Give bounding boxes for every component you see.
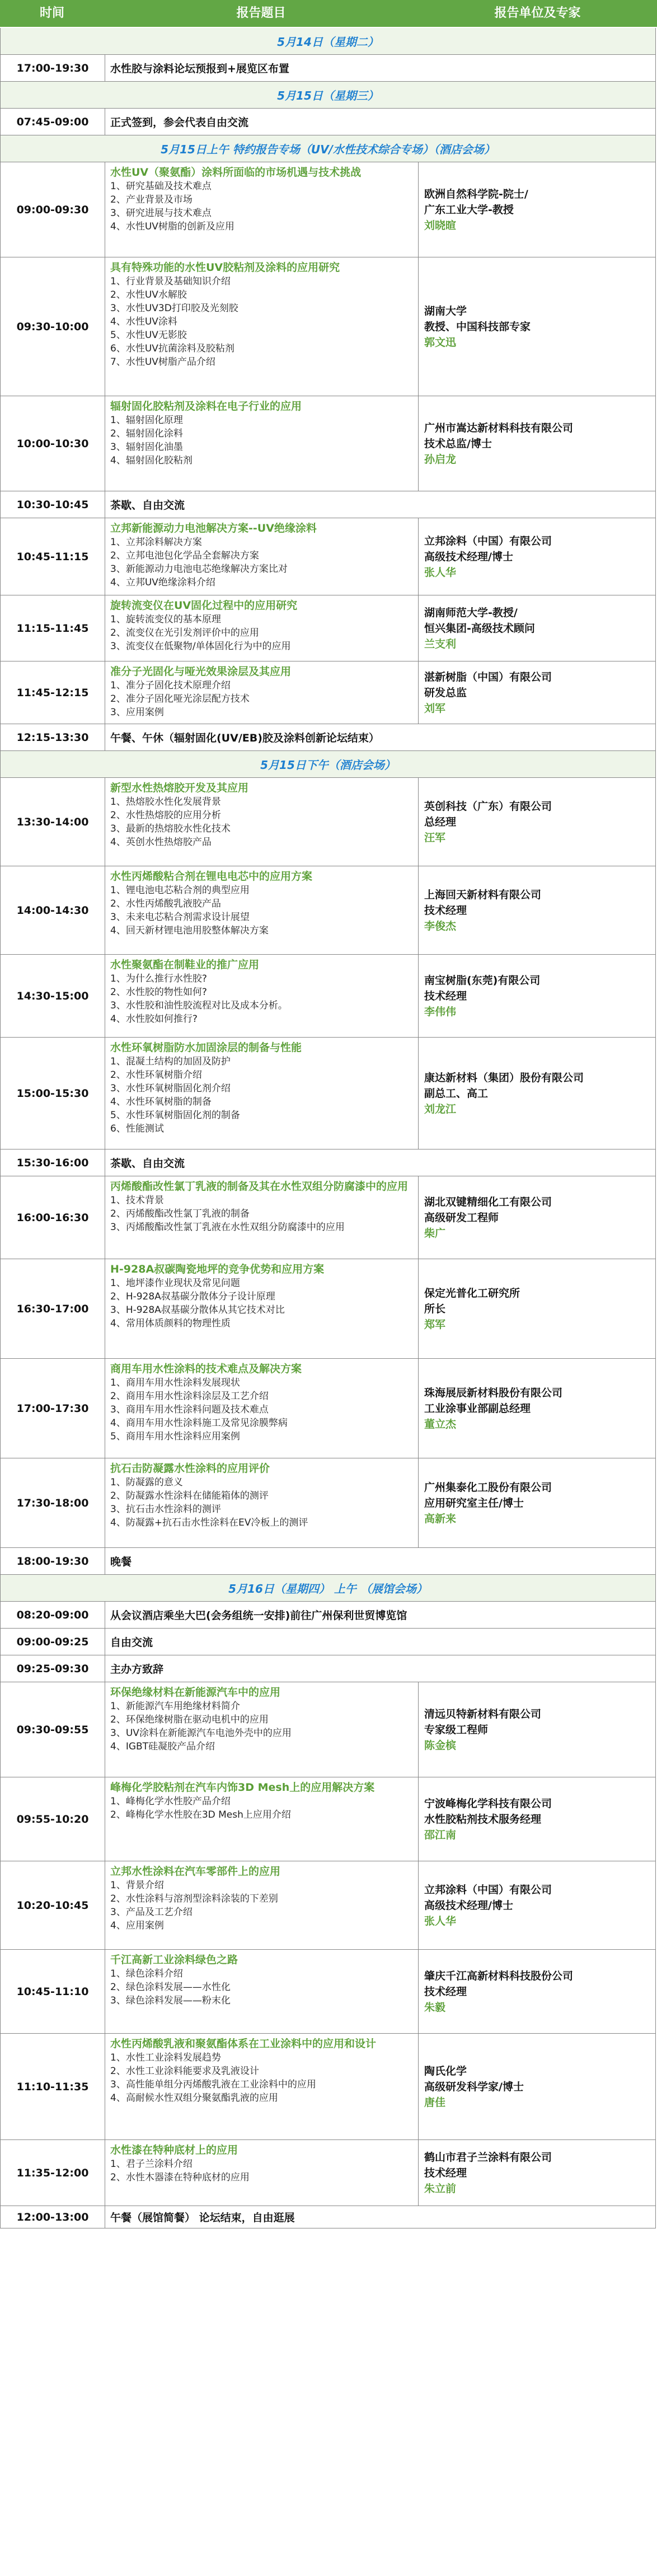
talk-title: 丙烯酸酯改性氯丁乳液的制备及其在水性双组分防腐漆中的应用 — [110, 1180, 409, 1193]
talk-point: 3、产品及工艺介绍 — [110, 1907, 193, 1918]
speaker-affiliation: 技术经理 — [424, 904, 467, 917]
talk-point: 1、峰梅化学水性胶产品介绍 — [110, 1796, 231, 1807]
talk-point: 1、地坪漆作业现状及常见问题 — [110, 1278, 240, 1289]
talk-point: 2、流变仪在光引发剂评价中的应用 — [110, 627, 259, 639]
speaker-info — [419, 1259, 655, 1358]
talk-point: 1、锂电池电芯粘合剂的典型应用 — [110, 885, 250, 896]
header-topic: 报告题目 — [236, 6, 286, 20]
talk-point: 2、水性工业涂料能要求及乳液设计 — [110, 2066, 259, 2077]
schedule-row — [0, 1359, 656, 1458]
schedule-row — [0, 751, 656, 778]
speaker-name: 柴广 — [424, 1227, 446, 1240]
time-slot: 17:00-17:30 — [1, 1359, 105, 1458]
talk-topic — [105, 1682, 419, 1777]
time-slot: 08:20-09:00 — [1, 1602, 105, 1628]
schedule-row — [0, 135, 656, 162]
speaker-info — [419, 1038, 655, 1149]
speaker-info — [419, 396, 655, 491]
talk-topic — [105, 2034, 419, 2139]
time-slot: 10:45-11:15 — [1, 518, 105, 595]
talk-point: 3、新能源动力电池电芯绝缘解决方案比对 — [110, 564, 288, 575]
talk-point: 1、水性工业涂料发展趋势 — [110, 2052, 221, 2063]
speaker-name: 孙启龙 — [424, 453, 457, 466]
talk-point: 3、抗石击水性涂料的测评 — [110, 1504, 221, 1515]
talk-topic — [105, 2140, 419, 2206]
schedule-row — [0, 1149, 656, 1176]
talk-title: 旋转流变仪在UV固化过程中的应用研究 — [110, 599, 298, 612]
schedule-row — [0, 82, 656, 109]
talk-point: 2、防凝露水性涂料在储能箱体的测评 — [110, 1490, 269, 1502]
time-slot: 07:45-09:00 — [1, 109, 105, 135]
talk-point: 1、辐射固化原理 — [110, 415, 183, 426]
speaker-affiliation: 技术总监/博士 — [424, 437, 492, 450]
speaker-affiliation: 广州市嵩达新材料科技有限公司 — [424, 421, 574, 434]
talk-title: 具有特殊功能的水性UV胶粘剂及涂料的应用研究 — [110, 261, 340, 274]
talk-title: 环保绝缘材料在新能源汽车中的应用 — [110, 1686, 281, 1698]
time-slot: 13:30-14:00 — [1, 778, 105, 866]
speaker-affiliation: 研发总监 — [424, 686, 467, 699]
talk-point: 2、水性木器漆在特种底材的应用 — [110, 2172, 250, 2183]
speaker-affiliation: 专家级工程师 — [424, 1723, 489, 1736]
activity-text: 主办方致辞 — [110, 1663, 164, 1676]
talk-title: 辐射固化胶粘剂及涂料在电子行业的应用 — [110, 400, 302, 412]
talk-point: 1、立邦涂料解决方案 — [110, 537, 202, 548]
talk-topic — [105, 778, 419, 866]
schedule-row — [0, 396, 656, 491]
section-heading: 5月15日（星期三） — [277, 89, 379, 102]
talk-point: 4、水性环氧树脂的制备 — [110, 1096, 212, 1108]
talk-point: 3、高性能单组分丙烯酸乳液在工业涂料中的应用 — [110, 2079, 316, 2090]
speaker-affiliation: 立邦涂料（中国）有限公司 — [424, 534, 552, 547]
talk-point: 2、H-928A叔基碳分散体分子设计原理 — [110, 1291, 275, 1302]
speaker-affiliation: 珠海展辰新材料股份有限公司 — [424, 1386, 563, 1399]
talk-point: 3、水性环氧树脂固化剂介绍 — [110, 1083, 231, 1094]
header-time: 时间 — [39, 6, 64, 20]
schedule-row — [0, 955, 656, 1038]
activity-text: 水性胶与涂料论坛预报到+展览区布置 — [110, 63, 289, 75]
time-slot: 17:30-18:00 — [1, 1458, 105, 1547]
schedule-row — [0, 1861, 656, 1950]
speaker-affiliation: 应用研究室主任/博士 — [424, 1496, 524, 1509]
speaker-affiliation: 高级技术经理/博士 — [424, 550, 513, 563]
speaker-affiliation: 立邦涂料（中国）有限公司 — [424, 1883, 552, 1896]
speaker-name: 张人华 — [424, 1915, 457, 1927]
speaker-info — [419, 1777, 655, 1861]
time-slot: 16:30-17:00 — [1, 1259, 105, 1358]
talk-point: 4、立邦UV绝缘涂料介绍 — [110, 577, 215, 588]
speaker-info — [419, 162, 655, 257]
activity-text: 茶歇、自由交流 — [110, 499, 185, 512]
talk-point: 3、最新的热熔胶水性化技术 — [110, 823, 231, 834]
speaker-info — [419, 595, 655, 661]
speaker-name: 朱立前 — [424, 2182, 457, 2195]
talk-point: 1、混凝土结构的加固及防护 — [110, 1056, 231, 1067]
speaker-affiliation: 湖南大学 — [424, 304, 467, 317]
speaker-name: 邵江南 — [424, 1828, 457, 1841]
talk-topic — [105, 1950, 419, 2033]
talk-point: 2、环保绝缘树脂在驱动电机中的应用 — [110, 1714, 269, 1725]
time-slot: 11:45-12:15 — [1, 661, 105, 724]
talk-topic — [105, 518, 419, 595]
talk-point: 4、回天新材锂电池用胶整体解决方案 — [110, 925, 269, 936]
activity-text: 午餐（展馆简餐） 论坛结束，自由逛展 — [110, 2212, 295, 2224]
talk-point: 2、商用车用水性涂料涂层及工艺介绍 — [110, 1391, 269, 1402]
talk-point: 3、应用案例 — [110, 707, 164, 718]
time-slot: 09:55-10:20 — [1, 1777, 105, 1861]
time-slot: 18:00-19:30 — [1, 1548, 105, 1574]
talk-title: 水性丙烯酸粘合剂在锂电电芯中的应用方案 — [110, 870, 313, 883]
talk-title: 立邦水性涂料在汽车零部件上的应用 — [110, 1865, 281, 1878]
talk-point: 2、产业背景及市场 — [110, 194, 193, 205]
time-slot: 11:35-12:00 — [1, 2140, 105, 2206]
activity-text: 午餐、午休（辐射固化(UV/EB)胶及涂料创新论坛结束） — [110, 732, 379, 744]
speaker-affiliation: 工业涂事业部副总经理 — [424, 1402, 531, 1415]
talk-point: 1、研究基础及技术难点 — [110, 181, 212, 192]
speaker-info — [419, 955, 655, 1037]
activity-text: 从会议酒店乘坐大巴(会务组统一安排)前往广州保利世贸博览馆 — [110, 1610, 407, 1622]
talk-point: 4、应用案例 — [110, 1920, 164, 1931]
speaker-info — [419, 1458, 655, 1547]
speaker-affiliation: 欧洲自然科学院-院士/ — [424, 187, 528, 200]
talk-point: 3、未来电芯粘合剂需求设计展望 — [110, 912, 250, 923]
header-speaker: 报告单位及专家 — [494, 6, 581, 20]
talk-title: 立邦新能源动力电池解决方案--UV绝缘涂料 — [110, 522, 317, 534]
talk-point: 4、高耐候水性双组分聚氨酯乳液的应用 — [110, 2092, 278, 2104]
schedule-row — [0, 1176, 656, 1259]
speaker-affiliation: 所长 — [424, 1302, 446, 1315]
speaker-affiliation: 广州集泰化工股份有限公司 — [424, 1481, 552, 1494]
schedule-row — [0, 1602, 656, 1629]
time-slot: 17:00-19:30 — [1, 55, 105, 81]
talk-topic — [105, 1038, 419, 1149]
schedule-row — [0, 518, 656, 595]
schedule-row — [0, 1038, 656, 1149]
talk-topic — [105, 162, 419, 257]
schedule-row — [0, 1629, 656, 1655]
talk-title: 水性丙烯酸乳液和聚氨酯体系在工业涂料中的应用和设计 — [110, 2038, 377, 2050]
time-slot: 12:15-13:30 — [1, 724, 105, 750]
time-slot: 09:00-09:30 — [1, 162, 105, 257]
talk-point: 3、绿色涂料发展——粉末化 — [110, 1995, 231, 2006]
speaker-affiliation: 高级技术经理/博士 — [424, 1899, 513, 1912]
talk-point: 4、水性UV涂料 — [110, 316, 177, 327]
talk-point: 1、热熔胶水性化发展背景 — [110, 796, 221, 808]
speaker-affiliation: 总经理 — [424, 815, 457, 828]
talk-point: 1、为什么推行水性胶? — [110, 973, 207, 984]
section-heading: 5月15日上午 特约报告专场（UV/水性技术综合专场）（酒店会场） — [161, 143, 495, 156]
schedule-row — [0, 1655, 656, 1682]
talk-point: 2、水性胶的物性如何? — [110, 987, 207, 998]
speaker-name: 李伟伟 — [424, 1005, 457, 1018]
schedule-row — [0, 1950, 656, 2034]
time-slot: 12:00-13:00 — [1, 2206, 105, 2228]
speaker-info — [419, 778, 655, 866]
schedule-row — [0, 724, 656, 751]
talk-point: 5、商用车用水性涂料应用案例 — [110, 1431, 240, 1442]
talk-point: 3、研究进展与技术难点 — [110, 208, 212, 219]
talk-topic — [105, 1861, 419, 1949]
talk-point: 1、背景介绍 — [110, 1880, 164, 1891]
talk-title: 新型水性热熔胶开发及其应用 — [110, 782, 249, 794]
speaker-affiliation: 高级研发科学家/博士 — [424, 2080, 524, 2093]
schedule-row — [0, 2034, 656, 2140]
talk-point: 1、商用车用水性涂料发展现状 — [110, 1377, 240, 1388]
talk-topic — [105, 1359, 419, 1458]
speaker-name: 李俊杰 — [424, 919, 457, 932]
activity-text: 正式签到，参会代表自由交流 — [110, 116, 249, 129]
schedule-row — [0, 28, 656, 55]
schedule-row — [0, 1575, 656, 1602]
schedule-row — [0, 257, 656, 396]
talk-point: 2、准分子固化哑光涂层配方技术 — [110, 693, 250, 705]
talk-topic — [105, 257, 419, 396]
speaker-affiliation: 肇庆千江高新材料科技股份公司 — [424, 1969, 574, 1982]
time-slot: 09:25-09:30 — [1, 1655, 105, 1682]
speaker-info — [419, 2034, 655, 2139]
schedule-row — [0, 162, 656, 257]
speaker-affiliation: 教授、中国科技部专家 — [424, 320, 531, 333]
speaker-affiliation: 南宝树脂(东莞)有限公司 — [424, 974, 541, 987]
time-slot: 14:00-14:30 — [1, 866, 105, 954]
speaker-info — [419, 1861, 655, 1949]
talk-title: 准分子光固化与哑光效果涂层及其应用 — [110, 665, 292, 678]
section-heading: 5月16日（星期四） 上午 （展馆会场） — [228, 1582, 428, 1596]
time-slot: 09:00-09:25 — [1, 1629, 105, 1655]
speaker-name: 刘晓暄 — [424, 219, 457, 232]
speaker-name: 唐佳 — [424, 2096, 446, 2109]
talk-point: 4、IGBT硅凝胶产品介绍 — [110, 1741, 215, 1752]
schedule-row — [0, 661, 656, 724]
speaker-name: 刘龙江 — [424, 1102, 457, 1115]
speaker-affiliation: 技术经理 — [424, 1985, 467, 1998]
talk-title: 水性环氧树脂防水加固涂层的制备与性能 — [110, 1041, 302, 1054]
speaker-affiliation: 英创科技（广东）有限公司 — [424, 800, 552, 813]
schedule-row — [0, 1777, 656, 1861]
talk-point: 2、水性热熔胶的应用分析 — [110, 810, 221, 821]
schedule-row — [0, 491, 656, 518]
activity-text: 茶歇、自由交流 — [110, 1157, 185, 1170]
schedule-row — [0, 1682, 656, 1777]
time-slot: 14:30-15:00 — [1, 955, 105, 1037]
time-slot: 09:30-09:55 — [1, 1682, 105, 1777]
speaker-affiliation: 宁波峰梅化学科技有限公司 — [424, 1797, 552, 1810]
time-slot: 16:00-16:30 — [1, 1176, 105, 1259]
speaker-affiliation: 恒兴集团-高级技术顾问 — [424, 622, 535, 635]
speaker-affiliation: 清远贝特新材料有限公司 — [424, 1707, 542, 1720]
talk-point: 1、防凝露的意义 — [110, 1477, 183, 1488]
speaker-name: 张人华 — [424, 566, 457, 579]
talk-point: 5、水性环氧树脂固化剂的制备 — [110, 1110, 240, 1121]
activity-text: 晚餐 — [110, 1556, 132, 1568]
table-header — [0, 0, 657, 27]
talk-topic — [105, 1259, 419, 1358]
talk-point: 1、绿色涂料介绍 — [110, 1968, 183, 1979]
talk-point: 3、商用车用水性涂料问题及技术难点 — [110, 1404, 269, 1415]
talk-point: 2、水性丙烯酸乳液胶产品 — [110, 898, 221, 909]
talk-title: 水性聚氨酯在制鞋业的推广应用 — [110, 959, 260, 971]
talk-topic — [105, 866, 419, 954]
talk-topic — [105, 955, 419, 1037]
activity-text: 自由交流 — [110, 1636, 153, 1649]
talk-point: 3、辐射固化油墨 — [110, 442, 183, 453]
speaker-name: 兰支利 — [424, 637, 457, 650]
speaker-name: 郭文迅 — [424, 336, 457, 349]
speaker-affiliation: 高级研发工程师 — [424, 1211, 499, 1224]
schedule-row — [0, 1458, 656, 1548]
speaker-info — [419, 1359, 655, 1458]
talk-title: 峰梅化学胶粘剂在汽车内饰3D Mesh上的应用解决方案 — [110, 1781, 375, 1794]
speaker-affiliation: 陶氏化学 — [424, 2064, 467, 2077]
speaker-affiliation: 广东工业大学-教授 — [424, 203, 514, 216]
speaker-affiliation: 水性胶粘剂技术服务经理 — [424, 1813, 542, 1826]
schedule-row — [0, 55, 656, 82]
talk-title: 水性UV（聚氨酯）涂料所面临的市场机遇与技术挑战 — [110, 166, 362, 179]
talk-point: 4、水性胶如何推行? — [110, 1013, 198, 1025]
schedule-row — [0, 778, 656, 866]
speaker-affiliation: 湛新树脂（中国）有限公司 — [424, 670, 552, 683]
speaker-info — [419, 866, 655, 954]
talk-point: 1、准分子固化技术原理介绍 — [110, 680, 231, 691]
speaker-affiliation: 湖南师范大学-教授/ — [424, 606, 518, 619]
talk-point: 2、绿色涂料发展——水性化 — [110, 1982, 231, 1993]
time-slot: 11:15-11:45 — [1, 595, 105, 661]
talk-point: 1、技术背景 — [110, 1195, 164, 1206]
speaker-affiliation: 技术经理 — [424, 989, 467, 1002]
talk-topic — [105, 1176, 419, 1259]
talk-point: 2、丙烯酸酯改性氯丁乳液的制备 — [110, 1208, 250, 1219]
speaker-name: 董立杰 — [424, 1418, 457, 1430]
talk-point: 2、水性环氧树脂介绍 — [110, 1069, 202, 1081]
speaker-info — [419, 518, 655, 595]
time-slot: 15:30-16:00 — [1, 1149, 105, 1176]
speaker-info — [419, 2140, 655, 2206]
speaker-name: 郑军 — [424, 1318, 446, 1331]
talk-point: 4、商用车用水性涂料施工及常见涂膜弊病 — [110, 1418, 288, 1429]
time-slot: 15:00-15:30 — [1, 1038, 105, 1149]
speaker-affiliation: 保定光普化工研究所 — [424, 1287, 520, 1299]
talk-point: 1、行业背景及基础知识介绍 — [110, 276, 231, 287]
talk-topic — [105, 661, 419, 724]
speaker-info — [419, 1682, 655, 1777]
talk-point: 3、水性胶和油性胶流程对比及成本分析。 — [110, 1000, 288, 1011]
talk-topic — [105, 595, 419, 661]
schedule-row — [0, 2206, 656, 2228]
schedule-row — [0, 866, 656, 955]
talk-point: 6、性能测试 — [110, 1123, 164, 1134]
talk-title: 抗石击防凝露水性涂料的应用评价 — [110, 1462, 270, 1475]
talk-point: 3、水性UV3D打印胶及光刻胶 — [110, 303, 238, 314]
time-slot: 10:30-10:45 — [1, 491, 105, 518]
talk-point: 3、丙烯酸酯改性氯丁乳液在水性双组分防腐漆中的应用 — [110, 1222, 345, 1233]
time-slot: 10:00-10:30 — [1, 396, 105, 491]
speaker-info — [419, 661, 655, 724]
time-slot: 10:45-11:10 — [1, 1950, 105, 2033]
talk-point: 3、UV涂料在新能源汽车电池外壳中的应用 — [110, 1728, 292, 1739]
talk-point: 4、水性UV树脂的创新及应用 — [110, 221, 234, 232]
talk-point: 1、旋转流变仪的基本原理 — [110, 614, 221, 625]
speaker-affiliation: 技术经理 — [424, 2166, 467, 2179]
talk-title: 水性漆在特种底材上的应用 — [110, 2144, 238, 2156]
speaker-affiliation: 康达新材料（集团）股份有限公司 — [424, 1071, 584, 1084]
talk-title: H-928A叔碳陶瓷地坪的竞争优势和应用方案 — [110, 1263, 325, 1275]
speaker-affiliation: 副总工、高工 — [424, 1087, 489, 1100]
schedule-row — [0, 109, 656, 135]
talk-point: 1、新能源汽车用绝缘材料简介 — [110, 1701, 240, 1712]
talk-topic — [105, 396, 419, 491]
talk-point: 2、立邦电池包化学品全套解决方案 — [110, 550, 259, 561]
speaker-name: 高新来 — [424, 1512, 457, 1525]
talk-point: 4、英创水性热熔胶产品 — [110, 837, 212, 848]
talk-point: 5、水性UV无影胶 — [110, 330, 187, 341]
talk-point: 3、流变仪在低聚物/单体固化行为中的应用 — [110, 641, 291, 652]
talk-point: 6、水性UV抗菌涂料及胶粘剂 — [110, 343, 234, 354]
talk-point: 1、君子兰涂料介绍 — [110, 2159, 193, 2170]
speaker-affiliation: 上海回天新材料有限公司 — [424, 888, 542, 901]
section-heading: 5月15日下午（酒店会场） — [260, 758, 396, 772]
speaker-info — [419, 1950, 655, 2033]
schedule-row — [0, 2140, 656, 2206]
talk-title: 千江高新工业涂料绿色之路 — [110, 1954, 238, 1966]
speaker-name: 陈金槟 — [424, 1739, 457, 1752]
speaker-info — [419, 1176, 655, 1259]
talk-point: 2、峰梅化学水性胶在3D Mesh上应用介绍 — [110, 1809, 291, 1820]
talk-point: 4、防凝露+抗石击水性涂料在EV冷板上的测评 — [110, 1517, 308, 1528]
time-slot: 09:30-10:00 — [1, 257, 105, 396]
talk-point: 3、H-928A叔基碳分散体从其它技术对比 — [110, 1305, 285, 1316]
schedule-row — [0, 595, 656, 661]
time-slot: 11:10-11:35 — [1, 2034, 105, 2139]
talk-topic — [105, 1458, 419, 1547]
speaker-info — [419, 257, 655, 396]
time-slot: 10:20-10:45 — [1, 1861, 105, 1949]
schedule-row — [0, 1259, 656, 1359]
talk-title: 商用车用水性涂料的技术难点及解决方案 — [110, 1363, 302, 1375]
speaker-name: 汪军 — [424, 831, 446, 844]
talk-point: 2、水性涂料与溶剂型涂料涂装的下差别 — [110, 1893, 278, 1904]
talk-point: 4、常用体质颜料的物理性质 — [110, 1318, 231, 1329]
talk-point: 2、水性UV水解胶 — [110, 289, 187, 301]
talk-point: 2、辐射固化涂料 — [110, 428, 183, 439]
speaker-affiliation: 湖北双键精细化工有限公司 — [424, 1195, 552, 1208]
section-heading: 5月14日（星期二） — [277, 35, 379, 49]
schedule-row — [0, 1548, 656, 1575]
talk-point: 7、水性UV树脂产品介绍 — [110, 356, 215, 368]
speaker-name: 刘军 — [424, 702, 446, 715]
speaker-affiliation: 鹤山市君子兰涂料有限公司 — [424, 2151, 552, 2164]
speaker-name: 朱毅 — [424, 2001, 446, 2014]
talk-point: 4、辐射固化胶粘剂 — [110, 455, 193, 466]
talk-topic — [105, 1777, 419, 1861]
